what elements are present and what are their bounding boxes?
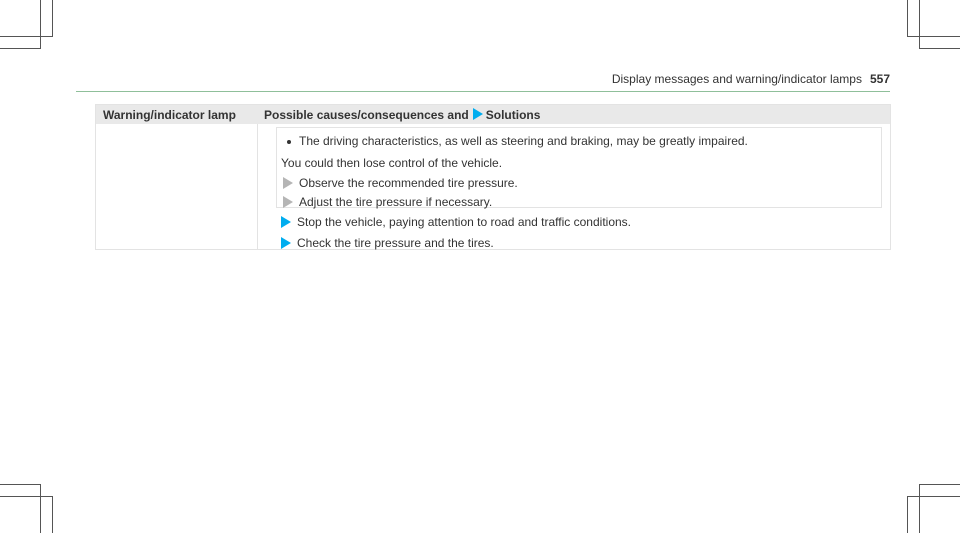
crop-mark-tl-v bbox=[40, 0, 41, 48]
step-arrow-icon bbox=[283, 177, 293, 189]
crop-mark-tr-v2 bbox=[919, 0, 920, 48]
outer-step-1: Stop the vehicle, paying attention to road and traffic conditions. bbox=[297, 215, 631, 229]
bullet-icon bbox=[287, 140, 291, 144]
crop-mark-tl-v2 bbox=[52, 0, 53, 37]
consequence-box bbox=[276, 127, 882, 208]
col-header-warning-lamp: Warning/indicator lamp bbox=[103, 108, 236, 122]
crop-mark-bl-h bbox=[0, 484, 41, 485]
header-rule bbox=[76, 91, 890, 92]
outer-step-2: Check the tire pressure and the tires. bbox=[297, 236, 494, 250]
crop-mark-tr-v bbox=[907, 0, 908, 37]
section-title: Display messages and warning/indicator lamps bbox=[611, 72, 862, 86]
solution-arrow-icon bbox=[281, 216, 291, 228]
solution-arrow-icon bbox=[473, 108, 483, 120]
column-divider bbox=[257, 124, 258, 250]
crop-mark-bl-v2 bbox=[52, 496, 53, 533]
col-header-causes-solutions bbox=[264, 108, 540, 122]
crop-mark-tr-h2 bbox=[919, 48, 960, 49]
solution-arrow-icon bbox=[281, 237, 291, 249]
crop-mark-br-h bbox=[919, 484, 960, 485]
page-number: 557 bbox=[869, 72, 890, 86]
note-text: You could then lose control of the vehicle. bbox=[281, 156, 503, 170]
step-arrow-icon bbox=[283, 196, 293, 208]
inner-step-2: Adjust the tire pressure if necessary. bbox=[299, 195, 493, 209]
crop-mark-tr-h bbox=[907, 36, 960, 37]
crop-mark-tl-h2 bbox=[0, 36, 53, 37]
running-header bbox=[612, 72, 890, 86]
col-header-solutions: Solutions bbox=[485, 108, 541, 122]
table-header bbox=[96, 105, 890, 124]
crop-mark-br-v2 bbox=[907, 496, 908, 533]
col-header-causes: Possible causes/consequences and bbox=[264, 108, 469, 122]
crop-mark-tl-h bbox=[0, 48, 41, 49]
crop-mark-br-v bbox=[919, 484, 920, 533]
inner-step-1: Observe the recommended tire pressure. bbox=[299, 176, 518, 190]
crop-mark-br-h2 bbox=[907, 496, 960, 497]
warning-lamp-table bbox=[95, 104, 891, 250]
crop-mark-bl-v bbox=[40, 484, 41, 533]
crop-mark-bl-h2 bbox=[0, 496, 53, 497]
bullet-text: The driving characteristics, as well as steering and braking, may be greatly impaired. bbox=[299, 134, 748, 148]
